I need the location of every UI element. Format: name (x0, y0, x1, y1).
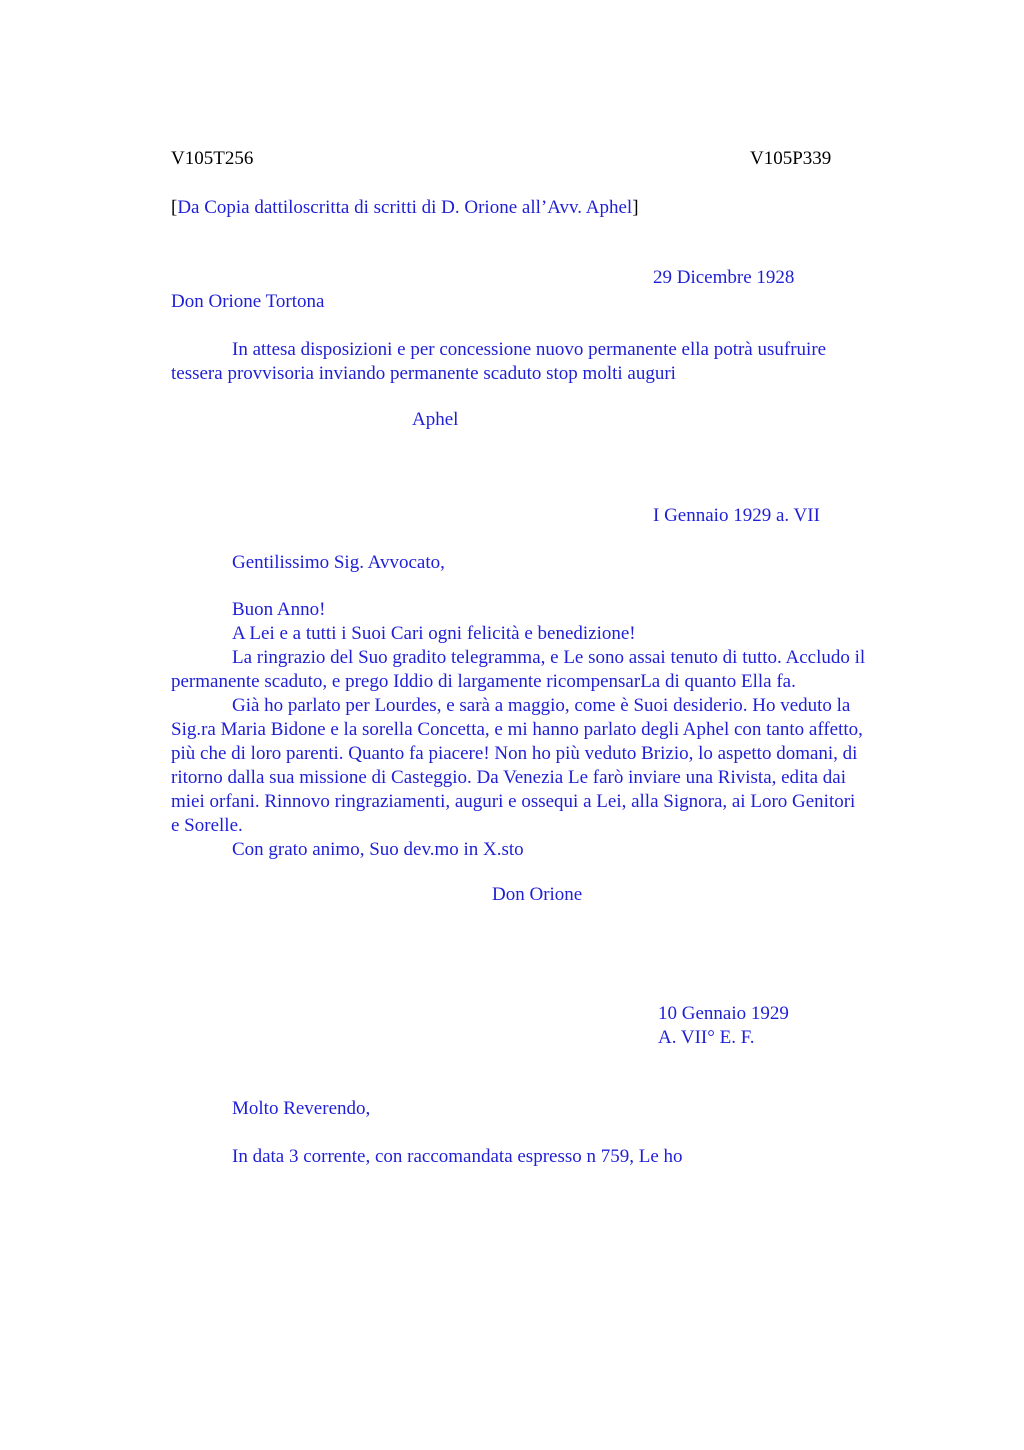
letter1-body (171, 598, 931, 862)
letter1-signature: Don Orione (492, 884, 583, 905)
source-note (171, 196, 639, 220)
letter2-salutation: Molto Reverendo, (232, 1098, 371, 1119)
document-code-left: V105T256 (171, 148, 254, 169)
telegram-date: 29 Dicembre 1928 (653, 267, 795, 288)
letter1-paragraph-line: La ringrazio del Suo gradito telegramma, e Le sono assai tenuto di tutto. Accludo il (232, 647, 866, 668)
letter1-paragraph: A Lei e a tutti i Suoi Cari ogni felicità e benedizione! (232, 623, 636, 644)
telegram-body (171, 338, 931, 386)
telegram-body-line: tessera provvisoria inviando permanente scaduto stop molti auguri (171, 363, 676, 384)
source-note-open-bracket: [ (171, 197, 178, 218)
letter1-closing: Con grato animo, Suo dev.mo in X.sto (232, 839, 524, 860)
letter2-date (658, 1002, 789, 1050)
telegram-addressee: Don Orione Tortona (171, 291, 325, 312)
letter1-paragraph-line: permanente scaduto, e prego Iddio di largamente ricompensarLa di quanto Ella fa. (171, 671, 796, 692)
letter2-date-line: 10 Gennaio 1929 (658, 1003, 789, 1024)
document-code-right: V105P339 (750, 148, 832, 169)
letter1-date: I Gennaio 1929 a. VII (653, 505, 820, 526)
letter1-paragraph-line: più che di loro parenti. Quanto fa piacere! Non ho più veduto Brizio, lo aspetto domani, di (171, 743, 858, 764)
source-note-close-bracket: ] (632, 197, 639, 218)
letter1-paragraph-line: e Sorelle. (171, 815, 243, 836)
letter1-paragraph-line: Sig.ra Maria Bidone e la sorella Concetta, e mi hanno parlato degli Aphel con tanto affetto, (171, 719, 863, 740)
source-note-text: Da Copia dattiloscritta di scritti di D. Orione all’Avv. Aphel (177, 197, 633, 218)
letter1-paragraph-line: Già ho parlato per Lourdes, e sarà a maggio, come è Suoi desiderio. Ho veduto la (232, 695, 851, 716)
letter1-paragraph-line: miei orfani. Rinnovo ringraziamenti, auguri e ossequi a Lei, alla Signora, ai Loro Genitori (171, 791, 856, 812)
letter1-salutation: Gentilissimo Sig. Avvocato, (232, 552, 445, 573)
letter2-date-line: A. VII° E. F. (658, 1027, 755, 1048)
telegram-body-line: In attesa disposizioni e per concessione nuovo permanente ella potrà usufruire (232, 339, 827, 360)
telegram-signature: Aphel (412, 409, 459, 430)
letter1-paragraph-line: ritorno dalla sua missione di Casteggio. Da Venezia Le farò inviare una Rivista, edita dai (171, 767, 847, 788)
letter1-paragraph: Buon Anno! (232, 599, 326, 620)
letter2-body: In data 3 corrente, con raccomandata espresso n 759, Le ho (232, 1146, 683, 1167)
